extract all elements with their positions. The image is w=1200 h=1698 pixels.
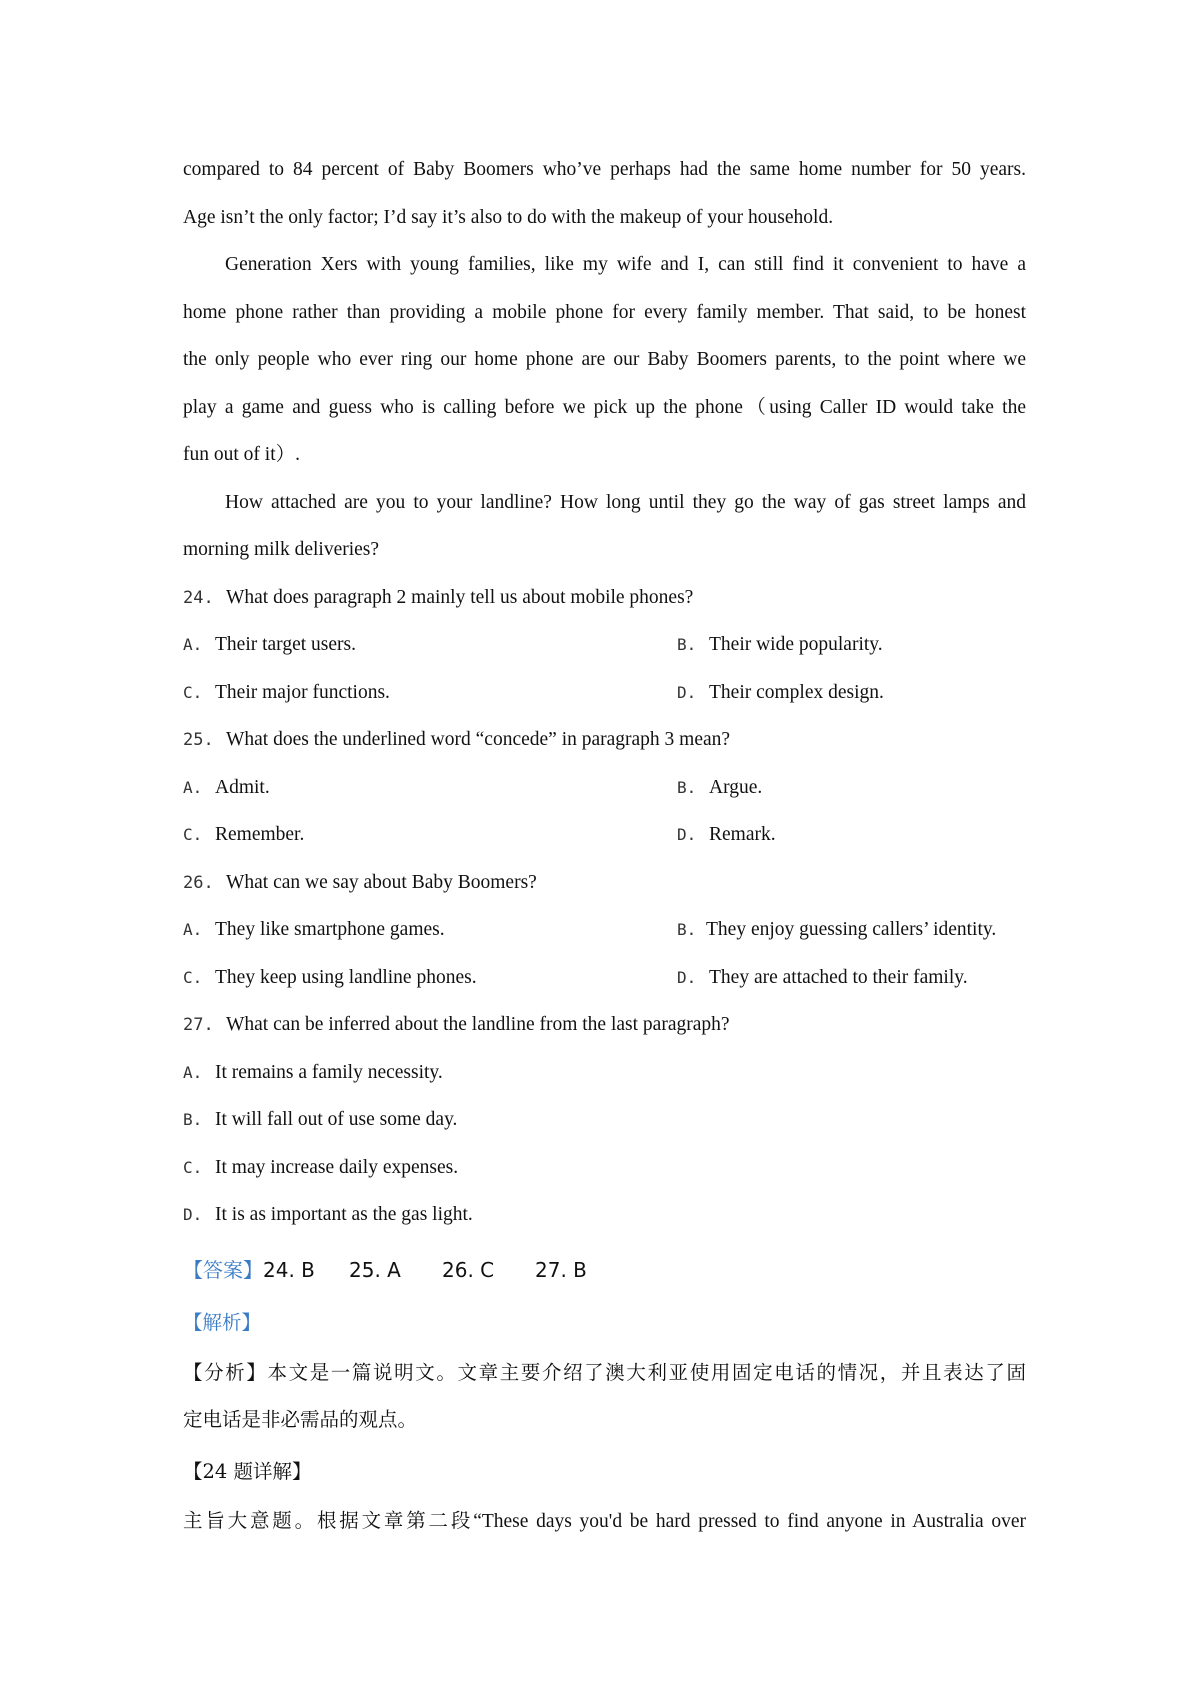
option-letter: C. [183,682,203,702]
option-text: Argue. [709,776,763,798]
option-text: It remains a family necessity. [215,1061,443,1083]
option-letter: D. [677,967,697,987]
option-letter: C. [183,825,203,844]
option-d [677,669,884,717]
answer-label: 【答案】 [183,1257,263,1282]
option-letter: B. [677,920,697,939]
question-number: 27. [183,1015,214,1035]
option-a [183,621,677,669]
option-text: It may increase daily expenses. [215,1156,459,1178]
answer-line [183,1241,1026,1295]
paragraph-1 [183,146,1026,241]
option-text: Their target users. [215,634,356,655]
option-b [677,764,762,812]
option-text: They are attached to their family. [709,966,968,988]
option-a [183,764,677,812]
option-text: Admit. [215,776,270,798]
option-text: They keep using landline phones. [215,966,477,988]
option-a [183,1049,1026,1097]
option-letter: A. [183,777,203,797]
analysis-summary-line: 【分析】本文是一篇说明文。文章主要介绍了澳大利亚使用固定电话的情况，并且表达了固 [183,1360,1026,1384]
paragraph-3 [183,479,1026,574]
question-25 [183,716,1026,859]
option-d [677,954,968,1002]
option-d [183,1191,1026,1239]
paragraph-2 [183,241,1026,479]
text-line: compared to 84 percent of Baby Boomers who’ve perhaps had the same home number for 50 years. [183,159,1026,180]
analysis-label: 【解析】 [183,1310,262,1334]
option-b [677,621,883,669]
q24-detail-heading: 【24 题详解】 [183,1459,312,1483]
option-letter: B. [183,1110,203,1129]
question-27 [183,1001,1026,1239]
option-c [183,669,677,717]
option-d [677,811,776,859]
question-text: What does paragraph 2 mainly tell us about mobile phones? [226,586,694,608]
option-text: They enjoy guessing callers’ identity. [706,919,997,940]
option-letter: C. [183,1157,203,1177]
option-text: It is as important as the gas light. [215,1204,473,1225]
option-text: Their complex design. [709,681,884,703]
question-text: What does the underlined word “concede” in paragraph 3 mean? [226,729,731,750]
option-b [183,1096,1026,1144]
option-letter: D. [677,825,697,844]
option-c [183,1144,1026,1192]
answer-item: 24. B [263,1257,315,1282]
text-line: fun out of it）. [183,444,300,465]
text-line: morning milk deliveries? [183,539,380,560]
option-text: They like smartphone games. [215,919,445,940]
option-letter: C. [183,967,203,987]
text-line: How attached are you to your landline? How long until they go the way of gas street lamps and [225,491,1026,513]
text-line: play a game and guess who is calling before we pick up the phone（using Caller ID would take the [183,396,1026,418]
option-letter: D. [677,682,697,702]
option-letter: B. [677,635,697,654]
text-line: Generation Xers with young families, like my wife and I, can still find it convenient to have a [225,254,1026,275]
text-line: home phone rather than providing a mobile phone for every family member. That said, to be honest [183,301,1026,323]
option-b [677,906,996,954]
question-number: 25. [183,730,214,750]
option-text: It will fall out of use some day. [215,1109,458,1130]
document-page [183,146,1026,1545]
q24-detail-line: 主旨大意题。根据文章第二段“These days you'd be hard pressed to find anyone in Australia over [183,1510,1026,1532]
option-letter: B. [677,777,697,797]
option-text: Remark. [709,824,776,845]
text-line: Age isn’t the only factor; I’d say it’s also to do with the makeup of your household. [183,206,834,228]
option-letter: A. [183,635,203,654]
question-24 [183,574,1026,717]
option-c [183,954,677,1002]
analysis-summary-line: 定电话是非必需品的观点。 [183,1408,418,1431]
answer-item: 26. C [442,1257,495,1282]
answer-item: 25. A [349,1257,401,1282]
option-c [183,811,677,859]
option-letter: D. [183,1205,203,1224]
option-letter: A. [183,920,203,939]
option-text: Their wide popularity. [709,634,883,655]
question-number: 24. [183,587,214,608]
question-26 [183,859,1026,1002]
option-a [183,906,677,954]
question-text: What can be inferred about the landline from the last paragraph? [226,1014,730,1035]
question-number: 26. [183,872,214,893]
option-text: Their major functions. [215,681,390,703]
question-text: What can we say about Baby Boomers? [226,871,537,893]
option-letter: A. [183,1062,203,1082]
answer-item: 27. B [535,1257,587,1282]
text-line: the only people who ever ring our home phone are our Baby Boomers parents, to the point where we [183,349,1026,370]
option-text: Remember. [215,824,305,845]
